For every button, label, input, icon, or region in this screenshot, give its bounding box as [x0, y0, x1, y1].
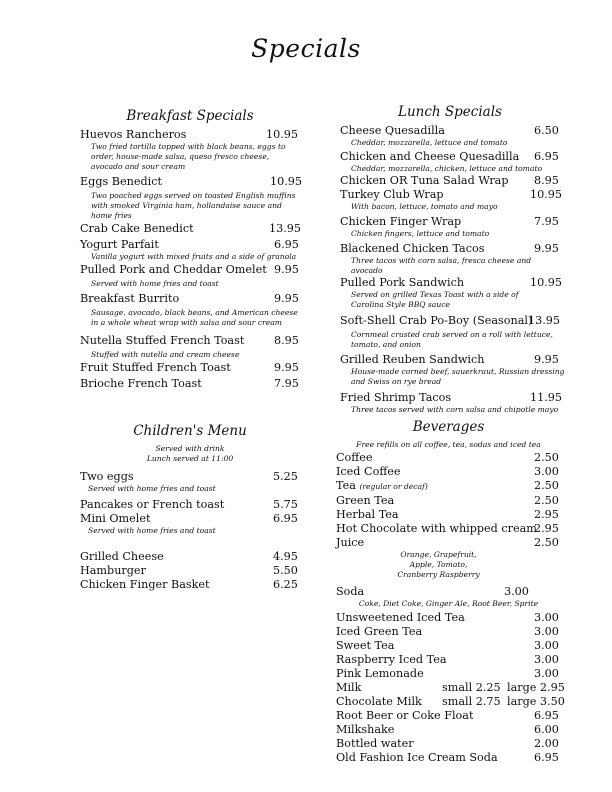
menu-item [80, 498, 300, 512]
menu-item [336, 737, 561, 751]
item-price: 10.95 [530, 188, 563, 201]
item-price: 6.00 [534, 723, 559, 736]
menu-item [80, 470, 300, 494]
item-price: 10.95 [266, 128, 299, 141]
menu-item [80, 238, 300, 262]
menu-item [80, 128, 300, 172]
item-name: Brioche French Toast [80, 377, 202, 390]
item-price: 6.95 [534, 751, 559, 764]
item-price: 2.50 [534, 451, 559, 464]
item-description: Cheddar, mozzarella, chicken, lettuce and tomato [351, 164, 543, 173]
item-price: 11.95 [530, 391, 563, 404]
menu-item [80, 263, 300, 289]
item-name: Juice [336, 536, 365, 549]
menu-item [340, 276, 565, 310]
beverages-refill-note: Free refills on all coffee, tea, sodas and iced tea [356, 440, 541, 449]
item-price: 2.50 [534, 536, 559, 549]
item-name: Iced Coffee [336, 465, 401, 478]
menu-item [80, 512, 300, 536]
menu-item [336, 681, 565, 695]
item-price: 9.95 [274, 263, 299, 276]
menu-item [340, 314, 565, 350]
item-price: 8.95 [274, 334, 299, 347]
item-price: 6.95 [534, 709, 559, 722]
menu-item [336, 508, 561, 522]
item-name: Breakfast Burrito [80, 292, 180, 305]
item-suffix: (regular or decaf) [359, 482, 428, 491]
item-description: Coke, Diet Coke, Ginger Ale, Root Beer, Sprite [358, 599, 539, 608]
menu-item [80, 564, 300, 578]
lunch-title: Lunch Specials [398, 104, 502, 120]
menu-item [80, 292, 300, 328]
item-name: Fried Shrimp Tacos [340, 391, 452, 404]
item-price: 9.95 [534, 242, 559, 255]
beverages-section [336, 451, 565, 765]
item-description: Cornmeal crusted crab served on a roll with lettuce, tomato, and onion [351, 330, 553, 349]
item-description: House-made corned beef, sauerkraut, Russian dressing and Swiss on rye bread [351, 367, 565, 386]
menu-item [336, 494, 561, 508]
children-note-lunch: Lunch served at 11:00 [146, 454, 234, 463]
item-name: Turkey Club Wrap [340, 188, 444, 201]
item-price: 3.00 [534, 625, 559, 638]
item-name: Bottled water [336, 737, 414, 750]
item-price: 8.95 [534, 174, 559, 187]
item-name: Blackened Chicken Tacos [340, 242, 485, 255]
item-description: Two poached eggs served on toasted English muffins with smoked Virginia ham, hollandaise sauce and home fries [91, 191, 296, 220]
item-name: Soft-Shell Crab Po-Boy (Seasonal) [340, 314, 533, 327]
menu-item [340, 242, 565, 276]
item-price: 7.95 [534, 215, 559, 228]
breakfast-title: Breakfast Specials [126, 108, 254, 124]
item-name: Iced Green Tea [336, 625, 423, 638]
item-name: Eggs Benedict [80, 175, 162, 188]
menu-item [336, 611, 561, 625]
item-price: 9.95 [274, 361, 299, 374]
menu-item [336, 639, 561, 653]
menu-item [340, 215, 565, 239]
item-name: Hamburger [80, 564, 146, 577]
children-section [80, 470, 300, 592]
item-name: Milk [336, 681, 362, 694]
menu-item [336, 451, 561, 465]
item-name: Chocolate Milk [336, 695, 422, 708]
item-description: Orange, Grapefruit, Apple, Tomato, Cranberry Raspberry [397, 550, 480, 579]
menu-item [336, 723, 561, 737]
menu-item [336, 751, 561, 765]
item-price: 2.50 [534, 479, 559, 492]
item-price: 2.50 [534, 494, 559, 507]
item-name: Unsweetened Iced Tea [336, 611, 465, 624]
item-price: 5.50 [273, 564, 298, 577]
lunch-section [340, 124, 565, 415]
menu-item [336, 709, 561, 723]
item-price: 6.95 [534, 150, 559, 163]
menu-item [336, 667, 561, 681]
menu-item [336, 585, 561, 609]
item-price: 9.95 [274, 292, 299, 305]
children-note-drink: Served with drink [155, 444, 225, 453]
item-name: Tea [336, 479, 356, 492]
item-price: 13.95 [269, 222, 302, 235]
menu-item [80, 222, 300, 236]
item-description: Served with home fries and toast [91, 279, 219, 288]
children-title: Children's Menu [133, 423, 247, 439]
item-price: 10.95 [530, 276, 563, 289]
menu-item [340, 391, 565, 415]
item-name: Two eggs [80, 470, 134, 483]
item-small-price: small 2.75 [442, 695, 501, 708]
item-name: Green Tea [336, 494, 395, 507]
item-name: Chicken OR Tuna Salad Wrap [340, 174, 509, 187]
item-description: Sausage, avocado, black beans, and American cheese in a whole wheat wrap with salsa and sour cream [91, 308, 298, 327]
item-price: 4.95 [273, 550, 298, 563]
item-price: 6.25 [273, 578, 298, 591]
item-name: Raspberry Iced Tea [336, 653, 447, 666]
item-price: 10.95 [270, 175, 303, 188]
item-large-price: large 2.95 [507, 681, 565, 694]
item-price: 5.75 [273, 498, 298, 511]
item-name: Milkshake [336, 723, 395, 736]
item-price: 3.00 [534, 611, 559, 624]
item-name: Soda [336, 585, 365, 598]
item-description: Served on grilled Texas Toast with a side of Carolina Style BBQ sauce [351, 290, 519, 309]
menu-item [336, 625, 561, 639]
item-name: Chicken Finger Wrap [340, 215, 462, 228]
menu-item [340, 188, 565, 212]
item-name: Chicken and Cheese Quesadilla [340, 150, 520, 163]
menu-item [336, 522, 561, 536]
item-name: Pink Lemonade [336, 667, 424, 680]
item-price: 6.95 [274, 238, 299, 251]
item-name: Sweet Tea [336, 639, 395, 652]
beverages-title: Beverages [412, 419, 485, 435]
item-name: Crab Cake Benedict [80, 222, 194, 235]
menu-item [80, 361, 300, 375]
item-name: Grilled Cheese [80, 550, 164, 563]
breakfast-section [80, 128, 303, 391]
item-name: Pulled Pork and Cheddar Omelet [80, 263, 267, 276]
item-price: 5.25 [273, 470, 298, 483]
item-name: Grilled Reuben Sandwich [340, 353, 485, 366]
item-price: 3.00 [534, 667, 559, 680]
item-name: Herbal Tea [336, 508, 399, 521]
menu-item [340, 353, 565, 387]
item-name: Pancakes or French toast [80, 498, 225, 511]
item-name: Old Fashion Ice Cream Soda [336, 751, 498, 764]
item-description: Three tacos served with corn salsa and chipotle mayo [351, 405, 559, 414]
item-price: 3.00 [534, 639, 559, 652]
item-description: Chicken fingers, lettuce and tomato [351, 229, 490, 238]
item-price: 6.50 [534, 124, 559, 137]
item-description: Served with home fries and toast [88, 526, 216, 535]
item-description: Served with home fries and toast [88, 484, 216, 493]
page-title: Specials [251, 34, 361, 63]
menu-item [336, 479, 561, 494]
item-name: Chicken Finger Basket [80, 578, 210, 591]
item-price: 13.95 [528, 314, 561, 327]
item-large-price: large 3.50 [507, 695, 565, 708]
item-name: Coffee [336, 451, 373, 464]
menu-item [336, 536, 561, 580]
item-price: 2.95 [534, 508, 559, 521]
menu-item [80, 334, 300, 360]
menu-item [336, 695, 565, 709]
menu-item [336, 653, 561, 667]
item-price: 3.00 [534, 465, 559, 478]
menu-item [80, 550, 300, 564]
item-price: 7.95 [274, 377, 299, 390]
menu-item [336, 465, 561, 479]
item-price: 6.95 [273, 512, 298, 525]
item-price: 2.00 [534, 737, 559, 750]
menu-item [340, 150, 565, 174]
menu-item [340, 174, 565, 188]
item-small-price: small 2.25 [442, 681, 501, 694]
item-name: Nutella Stuffed French Toast [80, 334, 245, 347]
item-name: Yogurt Parfait [80, 238, 159, 251]
item-price: 3.00 [534, 653, 559, 666]
item-name: Fruit Stuffed French Toast [80, 361, 231, 374]
item-price: 9.95 [534, 353, 559, 366]
item-name: Cheese Quesadilla [340, 124, 445, 137]
item-description: With bacon, lettuce, tomato and mayo [351, 202, 498, 211]
item-price: 3.00 [504, 585, 529, 598]
item-name: Huevos Rancheros [80, 128, 187, 141]
item-description: Vanilla yogurt with mixed fruits and a side of granola [91, 252, 297, 261]
item-description: Two fried tortilla topped with black beans, eggs to order, house-made salsa, queso fresco cheese, avocado and sour cream [91, 142, 286, 171]
item-description: Stuffed with nutella and cream cheese [91, 350, 240, 359]
item-name: Pulled Pork Sandwich [340, 276, 465, 289]
item-name: Root Beer or Coke Float [336, 709, 474, 722]
item-description: Three tacos with corn salsa, fresca cheese and avocado [351, 256, 532, 275]
item-price: 2.95 [534, 522, 559, 535]
menu-item [80, 578, 300, 592]
menu-item [80, 175, 303, 221]
item-name: Hot Chocolate with whipped cream [336, 522, 537, 535]
menu-item [80, 377, 300, 391]
item-description: Cheddar, mozzarella, lettuce and tomato [351, 138, 508, 147]
item-name: Mini Omelet [80, 512, 151, 525]
menu-item [340, 124, 565, 148]
